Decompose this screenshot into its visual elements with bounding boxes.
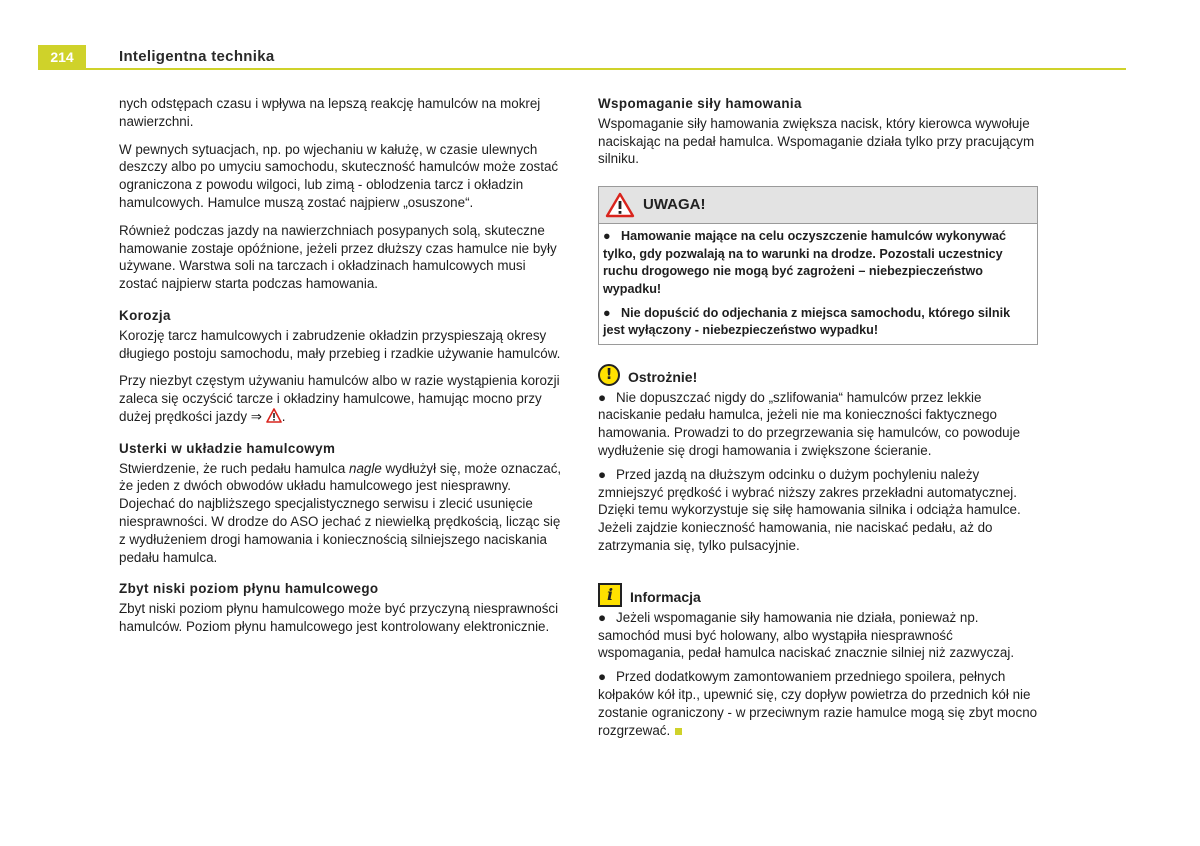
- info-item-text: Przed dodatkowym zamontowaniem przedniego spoilera, pełnych kołpaków kół itp., upewnić się, czy dopływ powietrza do przednich kół nie zostanie ograniczony - w przeciwnym razie hamulce mogą się zbyt mocno rozgrzewać.: [598, 669, 1038, 738]
- paragraph: W pewnych sytuacjach, np. po wjechaniu w kałużę, w czasie ulewnych deszczy albo po umyciu samochodu, skuteczność hamulców może zostać ograniczona z powodu wilgoci, lub zimą - oblodzenia tarcz i okładzin hamulcowych. Hamulce muszą zostać najpierw „osuszone“.: [119, 141, 559, 210]
- heading-usterki: Usterki w układzie hamulcowym: [119, 440, 336, 456]
- caution-item-text: Nie dopuszczać nigdy do „szlifowania“ hamulców przez lekkie naciskanie pedału hamulca, jeżeli nie ma konieczności faktycznego hamowania. Prowadzi to do przegrzewania się hamulców, co powoduje wydłużenie się drogi hamowania i zwiększone ścieranie.: [598, 389, 1021, 458]
- heading-plyn: Zbyt niski poziom płynu hamulcowego: [119, 581, 379, 597]
- caution-item-text: Przed jazdą na dłuższym odcinku o dużym pochyleniu należy zmniejszyć prędkość i wybrać niższy zakres przekładni automatycznej. Dzięki temu wykorzystuje się siłę hamowania silnika i odciąża hamulce. Jeżeli zajdzie konieczność hamowania, nie naciskać pedału, aż do zatrzymania się, tylko pulsacyjnie.: [598, 466, 1021, 553]
- bullet-icon: ●: [598, 669, 607, 685]
- paragraph: [119, 372, 563, 425]
- info-header: [598, 583, 1038, 607]
- paragraph-text: Przy niezbyt częstym używaniu hamulców albo w razie wystąpienia korozji zaleca się oczyścić tarcze i okładziny hamulcowe, hamując mocno przy dużej prędkości jazdy ⇒: [119, 373, 560, 424]
- paragraph: [119, 460, 563, 567]
- caution-header: [598, 363, 1038, 387]
- caution-item: [598, 466, 1038, 555]
- paragraph: nych odstępach czasu i wpływa na lepszą reakcję hamulców na mokrej nawierzchni.: [119, 96, 541, 129]
- warning-item-text: Hamowanie mające na celu oczyszczenie hamulców wykonywać tylko, gdy pozwalają na to warunki na drodze. Pozostali uczestnicy ruchu drogowego nie mogą być zagrożeni – niebezpieczeństwo wypadku!: [603, 229, 1006, 296]
- caution-item: [598, 389, 1038, 460]
- bullet-icon: ●: [603, 229, 611, 244]
- warning-item: [603, 305, 1033, 340]
- bullet-icon: ●: [598, 389, 607, 405]
- warning-box: [598, 186, 1038, 345]
- right-column: [598, 95, 1038, 749]
- warning-item-text: Nie dopuścić do odjechania z miejsca samochodu, którego silnik jest wyłączony - niebezpieczeństwo wypadku!: [603, 305, 1011, 338]
- page-header: [38, 40, 1126, 70]
- page-title: Inteligentna technika: [119, 48, 275, 65]
- caution-title: Ostrożnie!: [628, 368, 698, 385]
- paragraph-text: Stwierdzenie, że ruch pedału hamulca: [119, 460, 350, 476]
- warning-header: [599, 187, 1037, 224]
- info-item-text: Jeżeli wspomaganie siły hamowania nie działa, ponieważ np. samochód musi być holowany, albo wystąpiła niesprawność wspomagania, pedał hamulca naciskać znacznie silniej niż zazwyczaj.: [598, 609, 1015, 661]
- paragraph: Zbyt niski poziom płynu hamulcowego może być przyczyną niesprawności hamulców. Poziom płynu hamulcowego jest kontrolowany elektronicznie.: [119, 601, 559, 634]
- info-item: [598, 609, 1038, 662]
- caution-icon: !: [598, 364, 620, 386]
- warning-body: [599, 224, 1037, 344]
- bullet-icon: ●: [603, 305, 611, 320]
- warning-triangle-icon: [605, 192, 635, 218]
- emphasis: nagle: [349, 460, 382, 476]
- left-column: [119, 95, 563, 646]
- paragraph: Również podczas jazdy na nawierzchniach posypanych solą, skuteczne hamowanie zostaje opóźnione, jeżeli przez dłuższy czas hamulce nie były używane. Warstwa soli na tarczach i okładzinach hamulcowych musi zostać najpierw starta podczas hamowania.: [119, 222, 557, 292]
- page-number: 214: [38, 45, 86, 70]
- info-title: Informacja: [630, 588, 701, 605]
- info-icon: i: [598, 583, 622, 607]
- paragraph-text: wydłużył się, może oznaczać, że jeden z dwóch obwodów układu hamulcowego jest niesprawny. Dojechać do najbliższego specjalistycznego serwisu i zlecić usunięcie niesprawności. W drodze do ASO jechać z niewielką prędkością, licząc się z wydłużeniem drogi hamowania i koniecznością silniejszego naciskania pedału hamulca.: [119, 460, 562, 565]
- paragraph-end: .: [281, 408, 286, 424]
- heading-wspomaganie: Wspomaganie siły hamowania: [598, 96, 802, 111]
- bullet-icon: ●: [598, 466, 607, 482]
- bullet-icon: ●: [598, 609, 607, 625]
- paragraph: Korozję tarcz hamulcowych i zabrudzenie okładzin przyspieszają okresy długiego postoju samochodu, mały przebieg i rzadkie używanie hamulców.: [119, 327, 561, 361]
- info-item: [598, 668, 1038, 739]
- warning-title: UWAGA!: [643, 196, 706, 214]
- heading-korozja: Korozja: [119, 307, 171, 323]
- paragraph: Wspomaganie siły hamowania zwiększa nacisk, który kierowca wywołuje naciskając na pedał hamulca. Wspomaganie działa tylko przy pracującym silniku.: [598, 115, 1035, 167]
- warning-triangle-icon[interactable]: [266, 408, 282, 423]
- spacer: [598, 565, 1038, 579]
- warning-item: [603, 228, 1033, 298]
- end-of-section-mark: [675, 728, 682, 735]
- header-rule: [86, 68, 1126, 70]
